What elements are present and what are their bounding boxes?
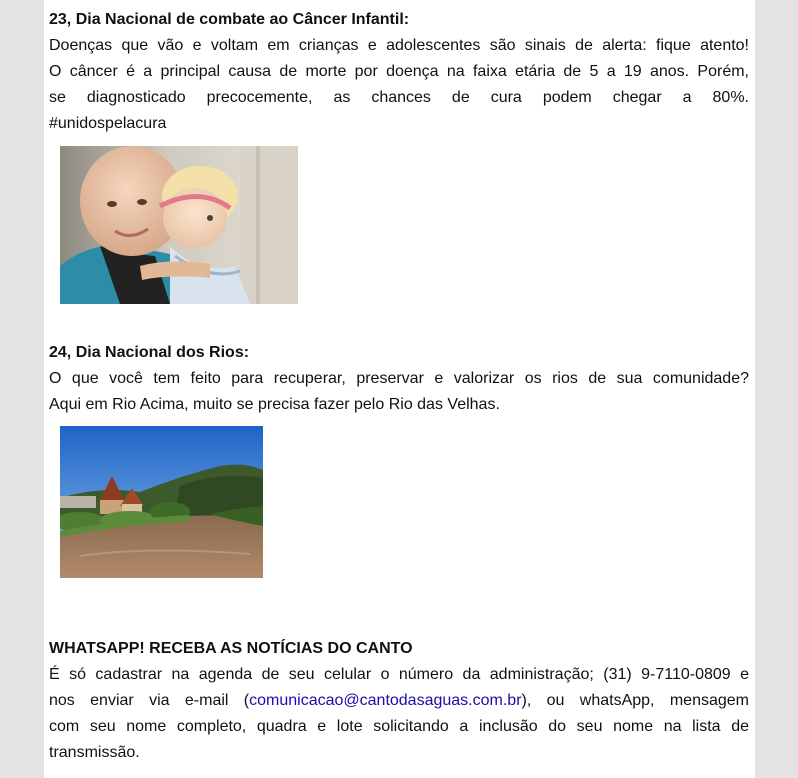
river-photo xyxy=(60,426,263,578)
section-cancer-infantil xyxy=(49,7,749,137)
section-title: 24, Dia Nacional dos Rios: xyxy=(49,344,250,361)
text-fragment: ), ou whatsApp, mensagem xyxy=(521,692,749,709)
child-with-doll-photo xyxy=(60,146,298,304)
paragraph-line: Aqui em Rio Acima, muito se precisa fazer pelo Rio das Velhas. xyxy=(49,396,500,413)
paragraph-line: É só cadastrar na agenda de seu celular o número da administração; (31) 9-7110-0809 e xyxy=(49,666,749,683)
section-whatsapp xyxy=(49,636,749,766)
paragraph-line-with-email xyxy=(49,688,749,714)
text-fragment: nos enviar via e-mail ( xyxy=(49,692,250,709)
paragraph-line: se diagnosticado precocemente, as chances de cura podem chegar a 80%. xyxy=(49,89,749,106)
section-dia-dos-rios xyxy=(49,340,749,418)
paragraph-line: com seu nome completo, quadra e lote solicitando a inclusão do seu nome na lista de xyxy=(49,718,749,735)
paragraph-line: O câncer é a principal causa de morte por doença na faixa etária de 5 a 19 anos. Porém, xyxy=(49,63,749,80)
section-title: WHATSAPP! RECEBA AS NOTÍCIAS DO CANTO xyxy=(49,640,413,657)
email-link[interactable]: comunicacao@cantodasaguas.com.br xyxy=(249,692,522,709)
paragraph-line: transmissão. xyxy=(49,744,140,761)
hashtag-text: #unidospelacura xyxy=(49,115,167,132)
paragraph-line: O que você tem feito para recuperar, preservar e valorizar os rios de sua comunidade? xyxy=(49,370,749,387)
paragraph-line: Doenças que vão e voltam em crianças e adolescentes são sinais de alerta: fique atento! xyxy=(49,37,749,54)
section-title: 23, Dia Nacional de combate ao Câncer Infantil: xyxy=(49,11,410,28)
article-page xyxy=(44,0,755,778)
